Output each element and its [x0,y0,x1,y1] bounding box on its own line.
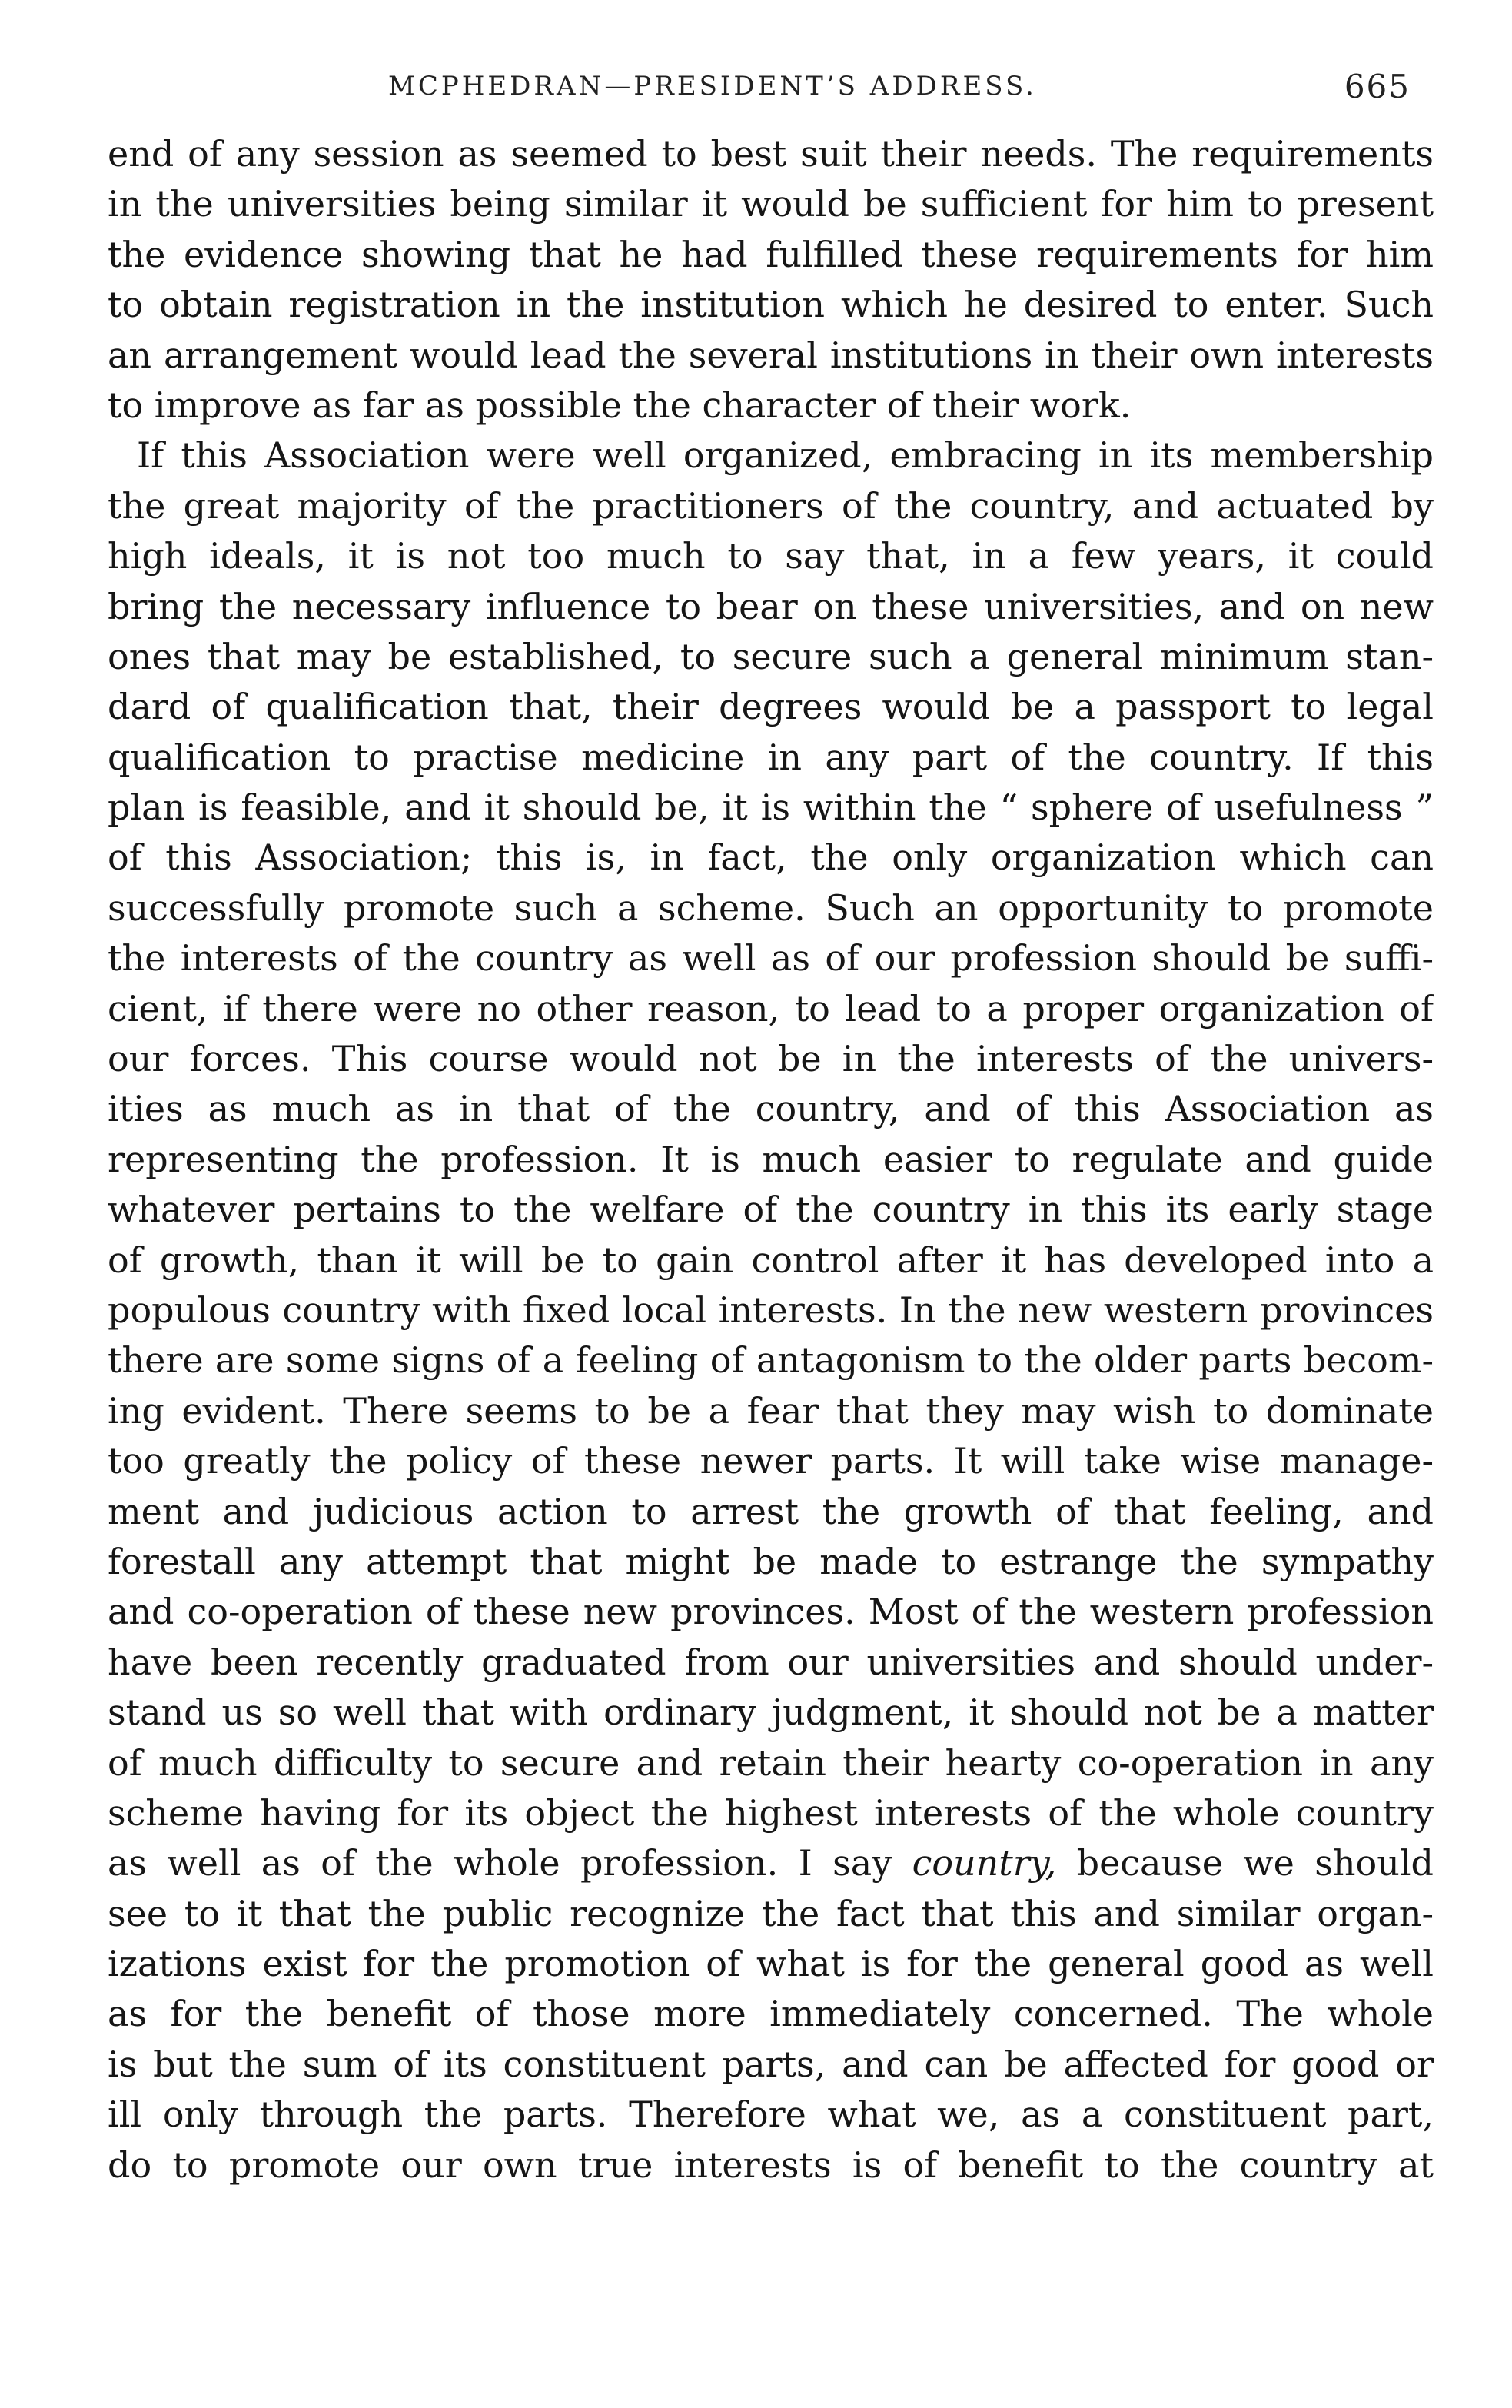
text-line [108,632,1434,682]
text-line [108,1335,1434,1385]
text-line-segment: If this Association were well organized, embracing in its membership [137,434,1434,477]
text-line [108,2140,1434,2190]
text-line [108,1989,1434,2039]
text-line [108,1236,1434,1285]
text-line-segment: ill only through the parts. Therefore what we, as a constituent part, [108,2094,1434,2136]
text-line-segment: bring the necessary influence to bear on these universities, and on new [108,585,1434,627]
text-line-segment: too greatly the policy of these newer parts. It will take wise manage- [108,1440,1434,1482]
text-line-segment: scheme having for its object the highest interests of the whole country [108,1791,1434,1834]
text-line-segment: stand us so well that with ordinary judgment, it should not be a matter [108,1691,1434,1734]
text-line [108,783,1434,833]
text-line-segment: populous country with fixed local interests. In the new western provinces [108,1289,1434,1331]
text-line [108,1185,1434,1235]
text-line [108,933,1434,983]
text-line-segment: to obtain registration in the institution which he desired to enter. Such [108,284,1434,326]
text-line-segment: do to promote our own true interests is of benefit to the country at [108,2144,1434,2186]
text-line [108,531,1434,581]
body-text [108,129,1434,2382]
text-line [108,733,1434,783]
text-line-segment: to improve as far as possible the character of their work. [108,384,1132,426]
text-line [108,431,1434,481]
text-line-segment: our forces. This course would not be in the interests of the univers- [108,1038,1434,1080]
text-line [108,1034,1434,1084]
text-line [108,481,1434,531]
text-line-segment: as for the benefit of those more immediately concerned. The whole [108,1993,1434,2035]
text-line-segment: see to it that the public recognize the fact that this and similar organ- [108,1892,1434,1934]
text-line [108,129,1434,179]
text-line-segment: of much difficulty to secure and retain their hearty co-operation in any [108,1741,1434,1784]
text-line [108,1587,1434,1637]
text-line-segment: of growth, than it will be to gain control after it has developed into a [108,1239,1434,1281]
text-line-segment: ing evident. There seems to be a fear that they may wish to dominate [108,1389,1434,1432]
page-number: 665 [1344,68,1411,105]
text-line-segment: high ideals, it is not too much to say that, in a few years, it could [108,535,1434,577]
text-line-segment: is but the sum of its constituent parts, and can be affected for good or [108,2043,1434,2085]
text-line-segment: dard of qualification that, their degrees would be a passport to legal [108,686,1434,728]
text-line [108,984,1434,1034]
text-line [108,2040,1434,2090]
text-line-segment: ment and judicious action to arrest the growth of that feeling, and [108,1490,1434,1532]
text-line [108,1135,1434,1185]
text-line [108,331,1434,381]
text-line [108,1738,1434,1788]
text-line [108,179,1434,229]
text-line-segment: whatever pertains to the welfare of the country in this its early stage [108,1189,1434,1231]
running-head: MCPHEDRAN—PRESIDENT’S ADDRESS. [388,71,1037,101]
text-line [108,833,1434,883]
text-line [108,1838,1434,1888]
text-line-segment: ones that may be established, to secure such a general minimum stan- [108,635,1434,677]
text-line-segment: have been recently graduated from our universities and should under- [108,1641,1434,1683]
text-line-segment: cient, if there were no other reason, to lead to a proper organization of [108,987,1434,1029]
text-line [108,1788,1434,1838]
text-line-segment: because we should [1056,1842,1434,1884]
text-line [108,1939,1434,1989]
text-line-segment: the great majority of the practitioners of the country, and actuated by [108,484,1434,527]
text-line [108,1688,1434,1738]
text-line [108,1386,1434,1436]
text-line [108,230,1434,280]
text-line [108,1638,1434,1688]
text-line [108,1285,1434,1335]
text-line-segment: there are some signs of a feeling of antagonism to the older parts becom- [108,1339,1434,1382]
text-line-segment: an arrangement would lead the several institutions in their own interests [108,334,1434,376]
text-line-segment: as well as of the whole profession. I say [108,1842,912,1884]
text-line-segment: successfully promote such a scheme. Such an opportunity to promote [108,886,1434,929]
text-line-segment: in the universities being similar it would be sufficient for him to present [108,183,1434,225]
text-line [108,1084,1434,1134]
text-line [108,682,1434,732]
text-line [108,1436,1434,1486]
text-line [108,1889,1434,1939]
text-line [108,2090,1434,2140]
text-line-segment: the interests of the country as well as of our profession should be suffi- [108,937,1434,979]
text-line [108,1487,1434,1537]
text-line [108,883,1434,933]
text-line-segment: izations exist for the promotion of what is for the general good as well [108,1943,1434,1985]
text-line [108,1537,1434,1587]
text-line-segment: forestall any attempt that might be made to estrange the sympathy [108,1540,1434,1582]
text-line [108,381,1434,431]
text-line-segment: the evidence showing that he had fulfilled these requirements for him [108,233,1434,275]
text-line-segment: qualification to practise medicine in any part of the country. If this [108,736,1434,778]
page-header [108,68,1434,117]
text-line-segment: representing the profession. It is much easier to regulate and guide [108,1138,1434,1180]
text-line-segment: and co-operation of these new provinces. Most of the western profession [108,1591,1434,1633]
text-line-segment: end of any session as seemed to best suit their needs. The requirements [108,133,1434,175]
italic-emphasis: country, [912,1842,1057,1884]
text-line-segment: plan is feasible, and it should be, it is within the “ sphere of usefulness ” [108,787,1434,829]
text-line [108,280,1434,330]
text-line-segment: of this Association; this is, in fact, the only organization which can [108,836,1434,879]
text-line [108,582,1434,632]
text-line-segment: ities as much as in that of the country, and of this Association as [108,1088,1434,1130]
